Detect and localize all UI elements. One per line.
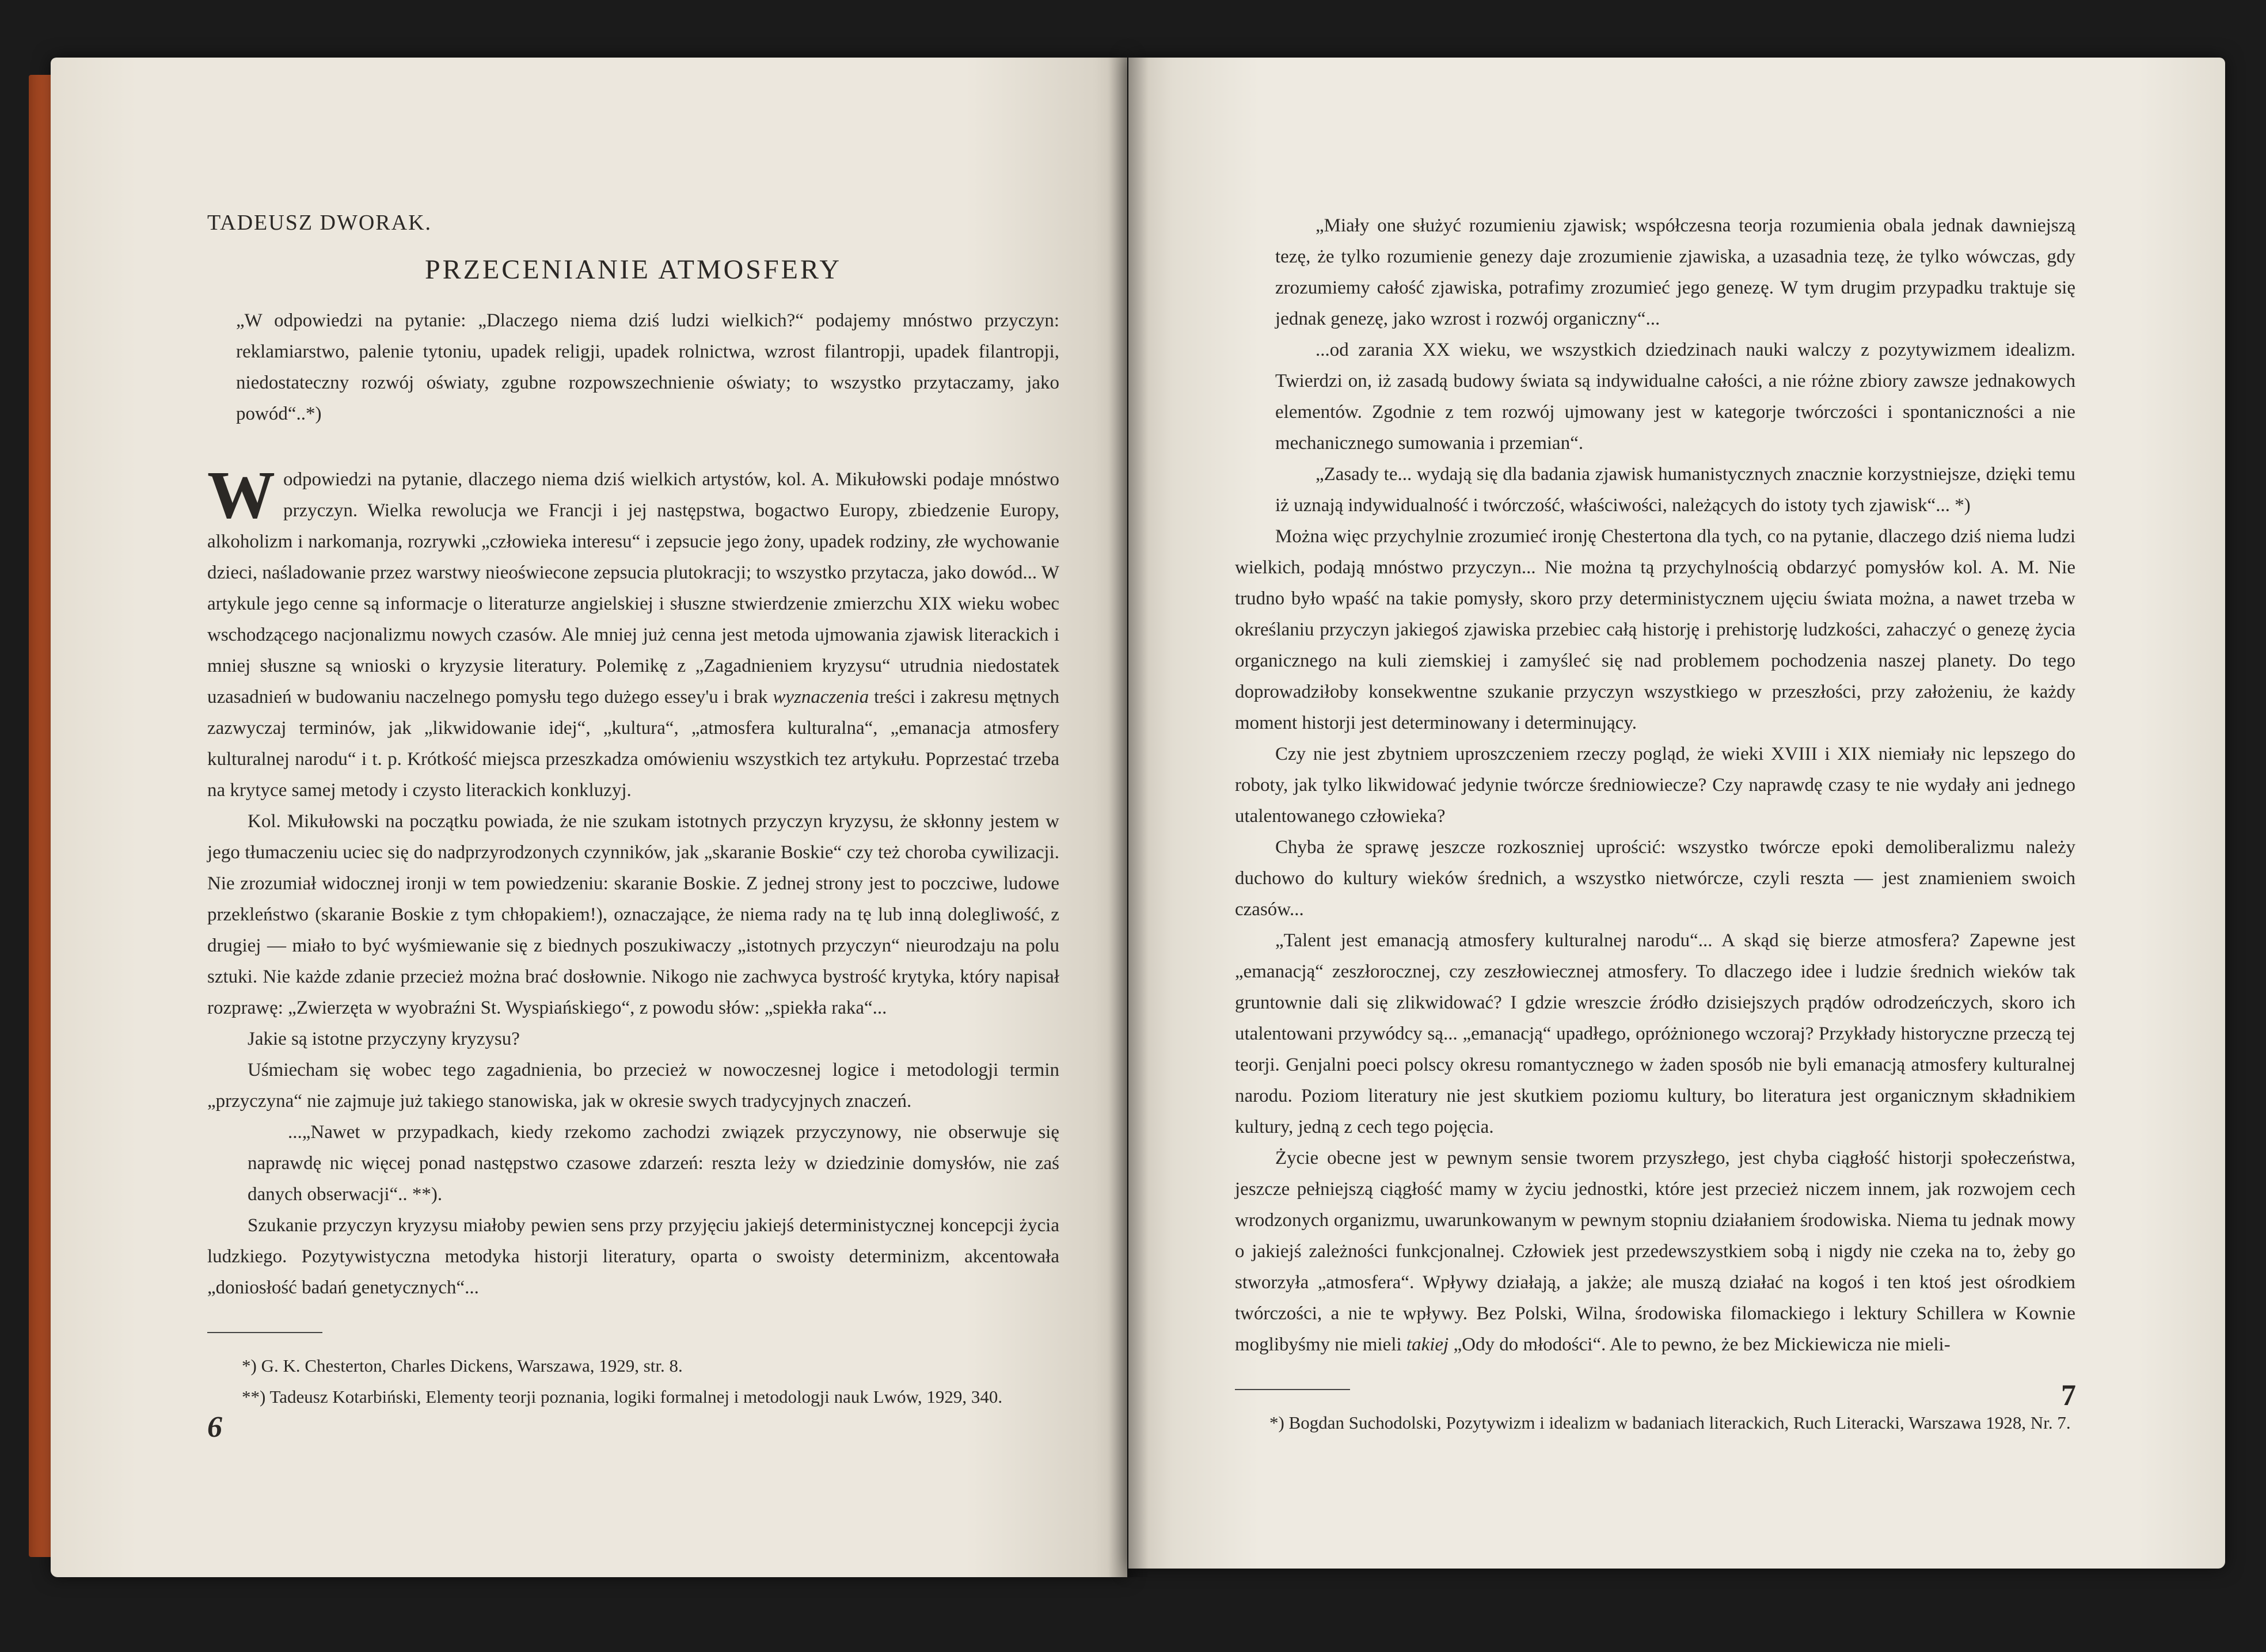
paragraph-r3: Chyba że sprawę jeszcze rozkoszniej uprościć: wszystko twórcze epoki demoliberalizmu należy duchowo do kultury wieków średnich, a wszystko nietwórcze, czyli reszta — jest znamieniem swoich czasów...	[1235, 837, 2075, 920]
paragraph-6: Szukanie przyczyn kryzysu miałoby pewien sens przy przyjęciu jakiejś deterministycznej koncepcji życia ludzkiego. Pozytywistyczna metodyka historji literatury, oparta o swoisty determinizm, akcentowała „doniosłość badań genetycznych“...	[207, 1215, 1059, 1298]
paragraph-r5: Życie obecne jest w pewnym sensie tworem przyszłego, jest chyba ciągłość historji społeczeństwa, jeszcze pełniejszą ciągłość mamy w życiu jednostki, które jest przecież niczem innem, jak rozwojem cech wrodzonych organizmu, uwarunkowanym w pewnym stopniu działaniem środowiska. Niema tu jednak mowy o jakiejś zależności funkcjonalnej. Człowiek jest przedewszystkiem sobą i nigdy nie czeka na to, żeby go stworzyła „atmosfera“. Wpływy działają, a jakże; ale muszą działać na kogoś i ten ktoś jest ośrodkiem twórczości, a nie te wpływy. Bez Polski, Wilna, środowiska filomackiego i lektury Schillera w Kownie moglibyśmy nie mieli takiej „Ody do młodości“. Ale to pewno, że bez Mickiewicza nie mieli-	[1235, 1148, 2075, 1355]
article-title: PRZECENIANIE ATMOSFERY	[424, 254, 842, 285]
quote-3: „Zasady te... wydają się dla badania zjawisk humanistycznych znacznie korzystniejsze, dzięki temu iż uznają indywidualność i twórczość, właściwości, należących do istoty tych zjawisk“... *)	[1275, 464, 2075, 516]
right-page-column	[1235, 210, 2075, 1438]
paragraph-3: Jakie są istotne przyczyny kryzysu?	[248, 1029, 520, 1049]
paragraph-2: Kol. Mikułowski na początku powiada, że nie szukam istotnych przyczyn kryzysu, że skłonny jestem w jego tłumaczeniu uciec się do nadprzyrodzonych czynników, jak „skaranie Boskie“ czy też choroba cywilizacji. Nie zrozumiał widocznej ironji w tem powiedzeniu: skaranie Boskie. Z jednej strony jest to poczciwe, ludowe przekleństwo (skaranie Boskie z tym chłopakiem!), oznaczające, że niema rady na tę lub inną dolegliwość, z drugiej — miało to być wyśmiewanie się z biednych poszukiwaczy „istotnych przyczyn“ nieurodzaju na polu sztuki. Nie każde zdanie przecież można brać dosłownie. Nikogo nie zachwyca bystrość krytyka, który napisał rozprawę: „Zwierzęta w wyobraźni St. Wyspiańskiego“, z powodu słów: „spiekła raka“...	[207, 811, 1059, 1018]
footnote-r1: *) Bogdan Suchodolski, Pozytywizm i idealizm w badaniach literackich, Ruch Literacki, Warszawa 1928, Nr. 7.	[1269, 1413, 2071, 1433]
epigraph: „W odpowiedzi na pytanie: „Dlaczego niema dziś ludzi wielkich?“ podajemy mnóstwo przyczyn: reklamiarstwo, palenie tytoniu, upadek religji, upadek rolnictwa, wzrost filantropji, upadek filantropji, niedostateczny rozwój oświaty, zgubne rozpowszechnienie oświaty; to wszystko przytaczamy, jako powód“..*)	[236, 310, 1059, 424]
emphasis: wyznaczenia	[773, 687, 869, 707]
page-number-left: 6	[207, 1411, 222, 1444]
author: TADEUSZ DWORAK.	[207, 211, 432, 235]
footnote-1: *) G. K. Chesterton, Charles Dickens, Warszawa, 1929, str. 8.	[242, 1356, 683, 1376]
emphasis: takiej	[1406, 1334, 1449, 1355]
quote-1: „Miały one służyć rozumieniu zjawisk; współczesna teorja rozumienia obala jednak dawniejszą tezę, że tylko rozumienie genezy daje zrozumienie zjawiska, a uzasadnia tezę, że tylko wówczas, gdy zrozumiemy całość zjawiska, potrafimy zrozumieć jego genezę. W tym drugim przypadku traktuje się jednak genezę, jako wzrost i rozwój organiczny“...	[1275, 215, 2075, 329]
paragraph-r1: Można więc przychylnie zrozumieć ironję Chestertona dla tych, co na pytanie, dlaczego dziś niema ludzi wielkich, podają mnóstwo przyczyn... Nie można tą przychylnością obdarzyć pomysłów kol. A. M. Nie trudno było wpaść na takie pomysły, skoro przy deterministycznem ujęciu świata można, a nawet trzeba w określaniu przyczyn jakiegoś zjawiska przebiec całą historję i prehistorję ludzkości, zahaczyć o genezę życia organicznego na kuli ziemskiej i zamyśleć się nad problemem pochodzenia naszej planety. Do tego doprowadziłoby konsekwentne szukanie przyczyn wszystkiego w przeszłości, przy założeniu, że każdy moment historji jest determinowany i determinujący.	[1235, 526, 2075, 733]
quote-2: ...od zarania XX wieku, we wszystkich dziedzinach nauki walczy z pozytywizmem idealizm. Twierdzi on, iż zasadą budowy świata są indywidualne całości, a nie różne zbiory zawsze jednakowych elementów. Zgodnie z tem rozwój ujmowany jest w kategorje twórczości i spontaniczności a nie mechanicznego sumowania i przemian“.	[1275, 340, 2075, 454]
footnote-rule	[1235, 1389, 1350, 1390]
paragraph-r4: „Talent jest emanacją atmosfery kulturalnej narodu“... A skąd się bierze atmosfera? Zapewne jest „emanacją“ zeszłorocznej, czy zeszłowiecznej atmosfery. To dlaczego idee i ludzie średnich wieków tak gruntownie dali się zlikwidować? I gdzie wreszcie źródło dzisiejszych prądów odrodzeńczych, skoro ich utalentowani przywódcy są... „emanacją“ upadłego, opróżnionego wczoraj? Przykłady historyczne przeczą tej teorji. Genjalni poeci polscy okresu romantycznego w żaden sposób nie byli emanacją atmosfery kulturalnej narodu. Poziom literatury nie jest skutkiem poziomu kultury, bo literatura jest organicznym składnikiem kultury, jedną z cech tego pojęcia.	[1235, 930, 2075, 1137]
left-page-column	[207, 207, 1059, 1413]
paragraph-5: ...„Nawet w przypadkach, kiedy rzekomo zachodzi związek przyczynowy, nie obserwuje się naprawdę nic więcej ponad następstwo czasowe zdarzeń: reszta leży w dziedzinie domysłów, nie zaś danych obserwacji“.. **).	[248, 1122, 1059, 1205]
paragraph-4: Uśmiecham się wobec tego zagadnienia, bo przecież w nowoczesnej logice i metodologji termin „przyczyna“ nie zajmuje już takiego stanowiska, jak w okresie swych tradycyjnych znaczeń.	[207, 1060, 1059, 1112]
paragraph-r2: Czy nie jest zbytniem uproszczeniem rzeczy pogląd, że wieki XVIII i XIX niemiały nic lepszego do roboty, jak tylko likwidować jedynie twórcze średniowiecze? Czy naprawdę czasy te nie wydały ani jednego utalentowanego człowieka?	[1235, 744, 2075, 827]
paragraph-1: Wodpowiedzi na pytanie, dlaczego niema dziś wielkich artystów, kol. A. Mikułowski podaje mnóstwo przyczyn. Wielka rewolucja we Francji i jej następstwa, bogactwo Europy, zbiedzenie Europy, alkoholizm i narkomanja, rozrywki „człowieka interesu“ i zepsucie jego żony, upadek rodziny, złe wychowanie dzieci, naśladowanie przez warstwy nieoświecone zepsucia plutokracji; to wszystko przytacza, jako dowód... W artykule jego cenne są informacje o literaturze angielskiej i słuszne stwierdzenie zmierzchu XIX wieku wobec wschodzącego nacjonalizmu nowych czasów. Ale mniej już cenna jest metoda ujmowania zjawisk literackich i mniej słuszne są wnioski o kryzysie literatury. Polemikę z „Zagadnieniem kryzysu“ utrudnia niedostatek uzasadnień w budowaniu naczelnego pomysłu tego dużego essey'u i brak wyznaczenia treści i zakresu mętnych zazwyczaj terminów, jak „likwidowanie idej“, „kultura“, „atmosfera kulturalna“, „emanacja atmosfery kulturalnej narodu“ i t. p. Krótkość miejsca przeszkadza omówieniu wszystkich tez artykułu. Poprzestać trzeba na krytyce samej metody i czysto literackich konkluzyj.	[207, 457, 1060, 801]
book-gutter	[1108, 58, 1149, 1577]
footnote-2: **) Tadeusz Kotarbiński, Elementy teorji poznania, logiki formalnej i metodologji nauk Lwów, 1929, 340.	[242, 1387, 1003, 1407]
drop-cap: W	[207, 457, 275, 532]
footnote-rule	[207, 1332, 322, 1333]
page-number-right: 7	[2061, 1379, 2076, 1412]
